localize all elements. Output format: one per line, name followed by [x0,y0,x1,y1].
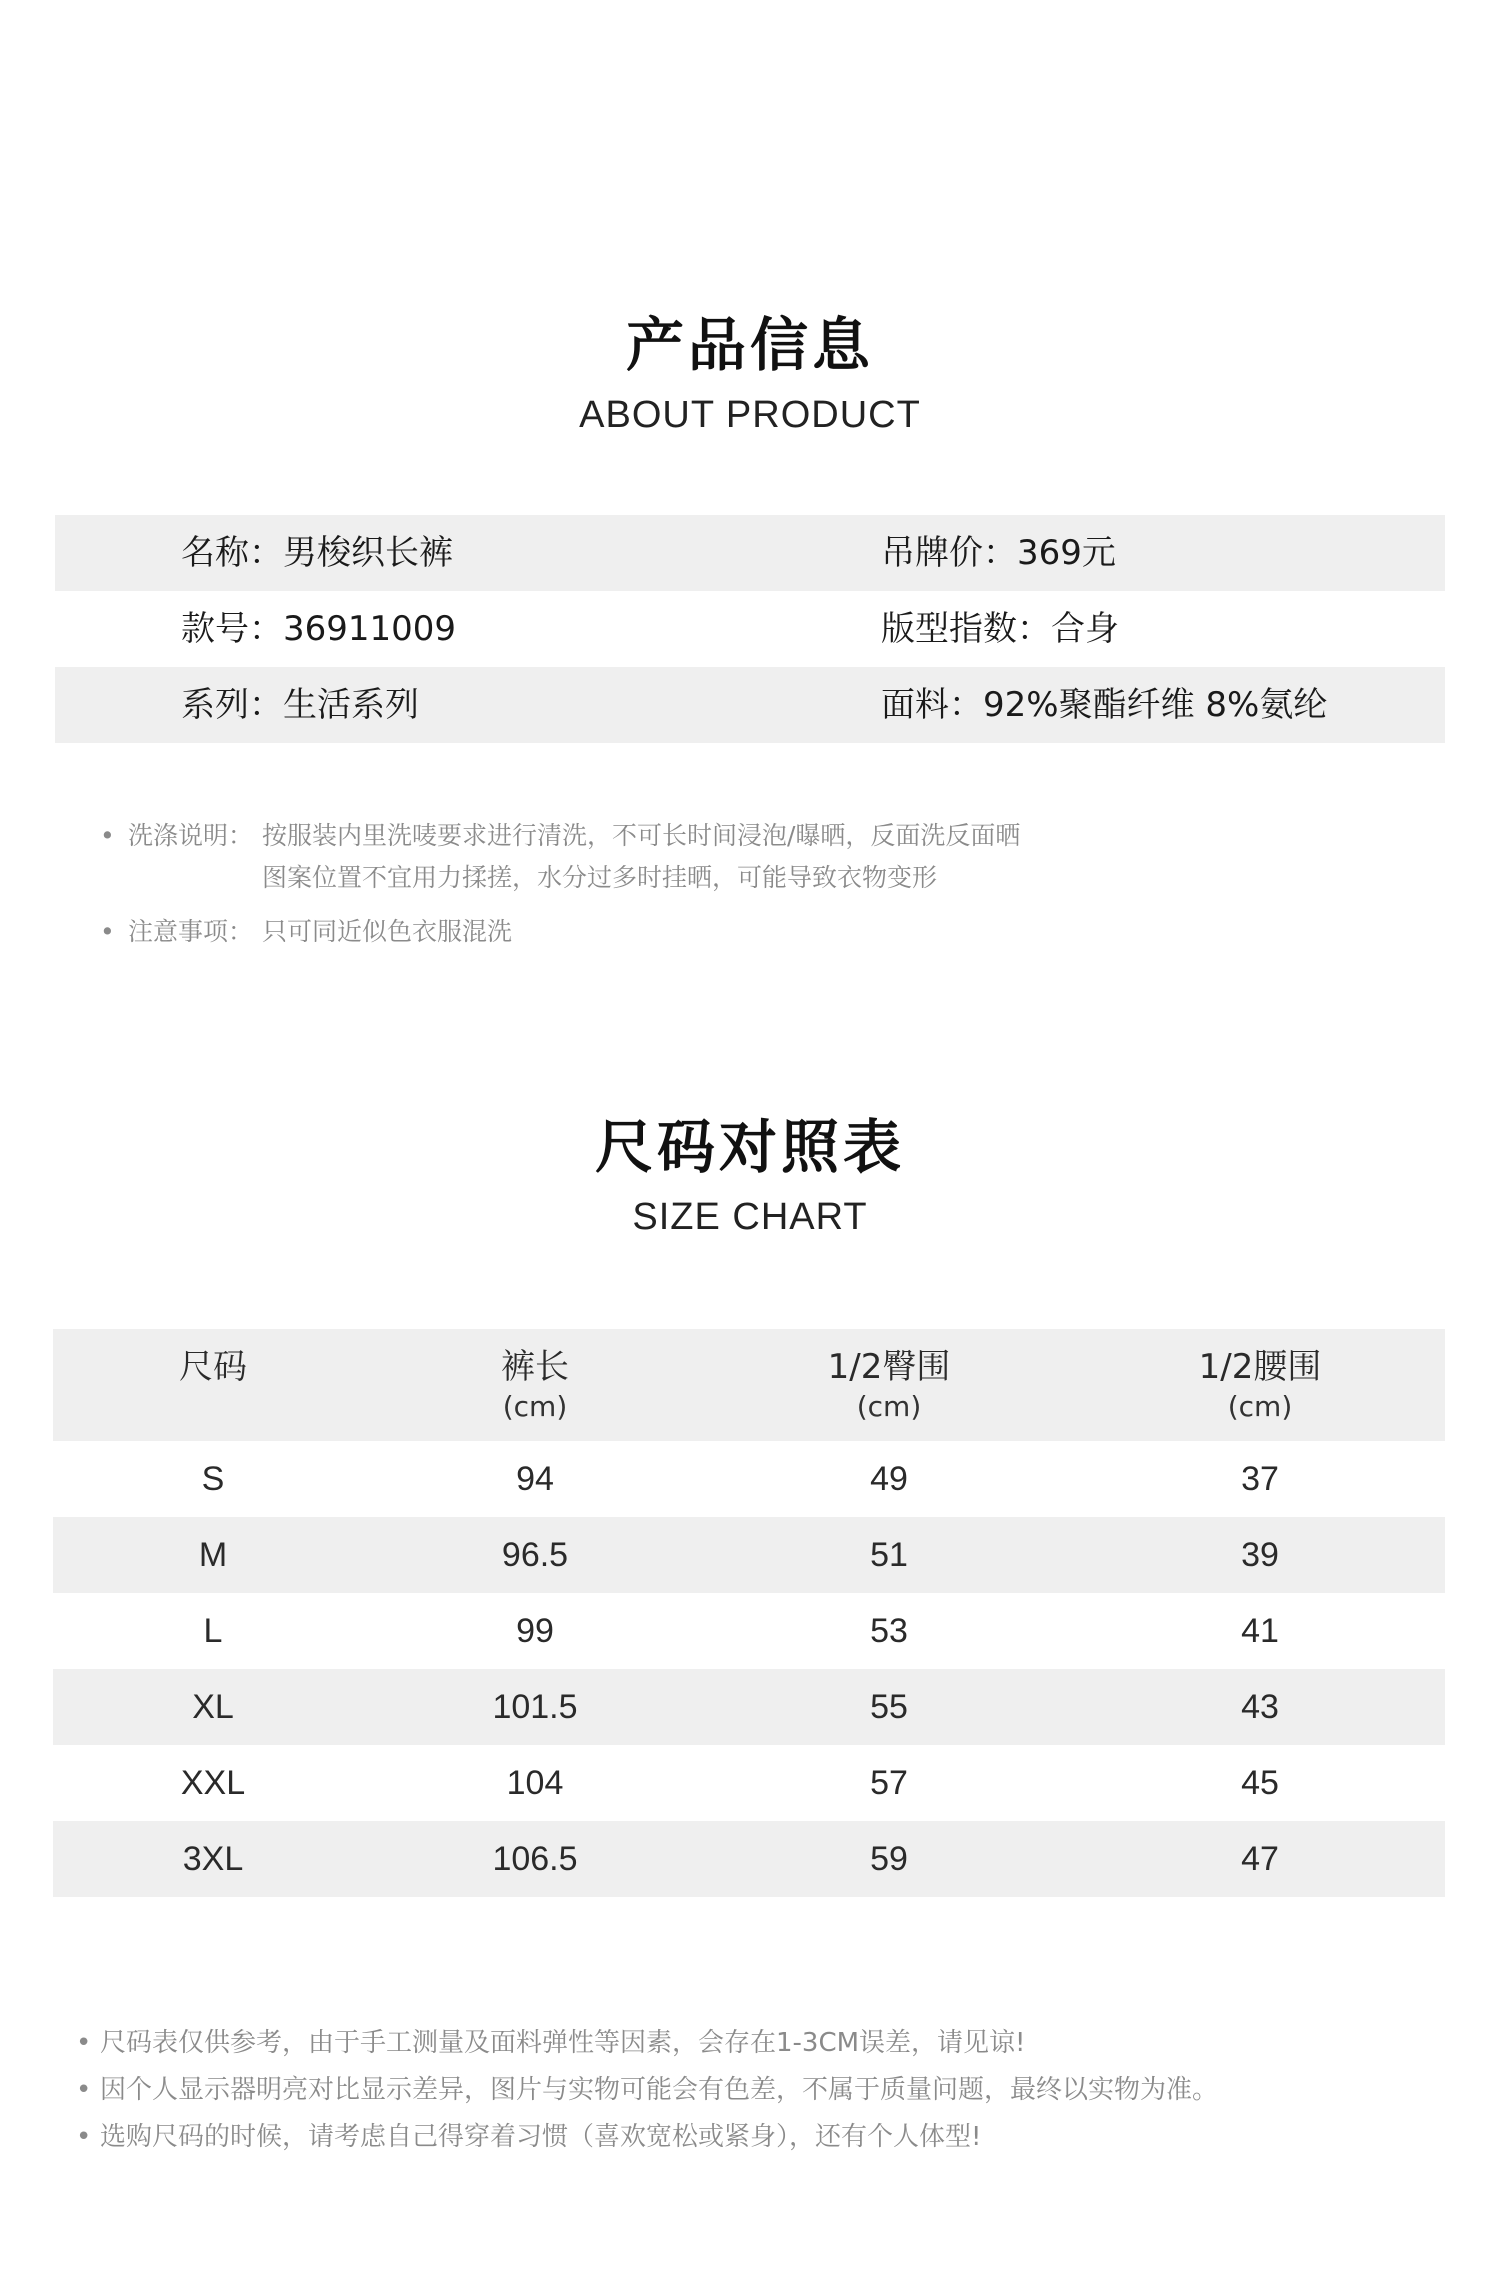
cell-half-waist: 39 [1241,1536,1279,1574]
footer-note-text: 因个人显示器明亮对比显示差异，图片与实物可能会有色差，不属于质量问题，最终以实物为准。 [100,2075,1219,2105]
header-size-label: 尺码 [179,1347,247,1387]
wash-line-1: 按服装内里洗唛要求进行清洗，不可长时间浸泡/曝晒，反面洗反面晒 [262,821,1021,850]
cell-half-waist: 47 [1241,1840,1279,1878]
header-pants-length-label: 裤长 [501,1347,569,1387]
size-chart-title-cn: 尺码对照表 [594,1113,905,1181]
note-text: 只可同近似色衣服混洗 [262,917,513,946]
cell-half-hip: 51 [870,1536,908,1574]
header-size [83,1347,343,1387]
bullet: • [76,2028,92,2058]
cell-half-waist: 37 [1241,1460,1279,1498]
care-notes [100,815,1020,953]
cell-size: XXL [180,1764,246,1802]
size-table-header [53,1329,1445,1441]
wash-label: 洗涤说明： [128,821,254,850]
fit-index: 版型指数：合身 [881,609,1119,649]
fabric: 面料：92%聚酯纤维 8%氨纶 [881,685,1328,725]
table-row [53,1669,1445,1745]
tag-price: 吊牌价：369元 [881,533,1116,573]
style-number: 款号：36911009 [181,609,457,649]
cell-pants-length: 99 [516,1612,554,1650]
cell-size: 3XL [182,1840,244,1878]
bullet: • [76,2075,92,2105]
info-row [55,591,1445,667]
about-title-cn: 产品信息 [625,311,874,379]
table-row [53,1745,1445,1821]
care-attention [100,911,1020,953]
cell-pants-length: 104 [506,1764,564,1802]
cell-half-waist: 45 [1241,1764,1279,1802]
table-row [53,1821,1445,1897]
table-row [53,1593,1445,1669]
wash-instructions [100,815,1020,899]
table-row [53,1517,1445,1593]
info-row [55,667,1445,743]
product-info-table [55,515,1445,743]
cell-half-hip: 55 [870,1688,908,1726]
cell-half-waist: 43 [1241,1688,1279,1726]
cell-pants-length: 94 [516,1460,554,1498]
footer-note [76,2067,1218,2114]
bullet: • [100,917,115,946]
cell-half-hip: 57 [870,1764,908,1802]
size-chart-table [53,1329,1445,1897]
cell-size: M [198,1536,228,1574]
header-unit: (cm) [502,1390,568,1423]
about-product-heading [0,311,1500,436]
cell-pants-length: 101.5 [492,1688,578,1726]
cell-size: XL [192,1688,234,1726]
note-label: 注意事项： [128,917,254,946]
footer-note [76,2114,1218,2161]
cell-size: L [203,1612,223,1650]
bullet: • [76,2122,92,2152]
cell-size: S [201,1460,225,1498]
footer-note-text: 尺码表仅供参考，由于手工测量及面料弹性等因素，会存在1-3CM误差，请见谅! [100,2028,1026,2058]
footer-note-text: 选购尺码的时候，请考虑自己得穿着习惯（喜欢宽松或紧身），还有个人体型! [100,2122,982,2152]
footer-note [76,2020,1218,2067]
cell-half-hip: 53 [870,1612,908,1650]
header-half-hip [759,1347,1019,1427]
cell-half-waist: 41 [1241,1612,1279,1650]
table-row [53,1441,1445,1517]
product-name: 名称：男梭织长裤 [181,533,453,573]
header-pants-length [405,1347,665,1427]
cell-half-hip: 59 [870,1840,908,1878]
header-half-waist-label: 1/2腰围 [1198,1347,1322,1387]
info-row [55,515,1445,591]
header-half-hip-label: 1/2臀围 [827,1347,951,1387]
wash-line-2: 图案位置不宜用力揉搓，水分过多时挂晒，可能导致衣物变形 [262,863,938,892]
header-half-waist [1130,1347,1390,1427]
cell-pants-length: 106.5 [492,1840,578,1878]
cell-pants-length: 96.5 [501,1536,569,1574]
about-title-en: ABOUT PRODUCT [579,394,921,436]
header-unit: (cm) [856,1390,922,1423]
footer-notes [76,2020,1218,2161]
size-chart-title-en: SIZE CHART [632,1196,868,1238]
cell-half-hip: 49 [870,1460,908,1498]
bullet: • [100,821,115,850]
header-unit: (cm) [1227,1390,1293,1423]
series: 系列：生活系列 [181,685,419,725]
size-chart-heading [0,1113,1500,1238]
